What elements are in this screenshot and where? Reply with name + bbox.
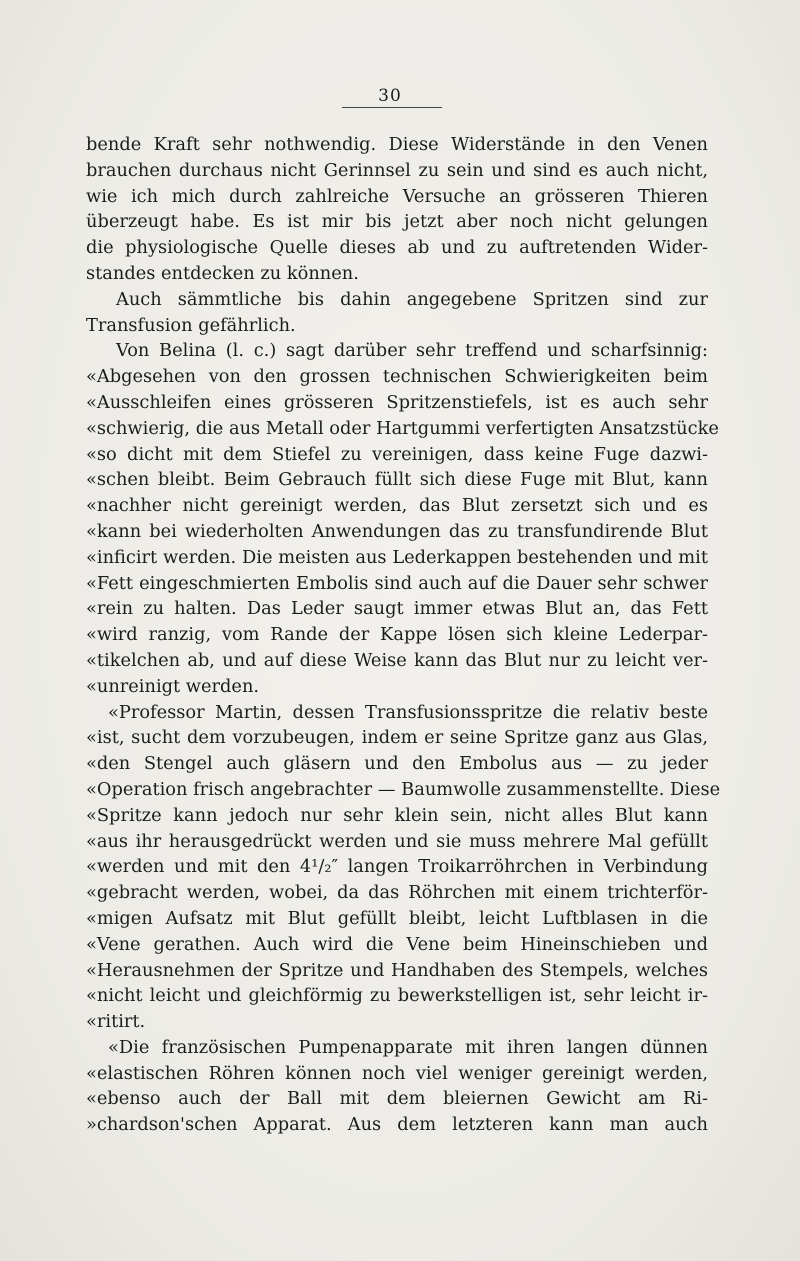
text-line: «Operation frisch angebrachter — Baumwolle zusammenstellte. Diese: [86, 778, 721, 800]
text-line: Transfusion gefährlich.: [86, 314, 296, 336]
text-line: «rein zu halten. Das Leder saugt immer etwas Blut an, das Fett: [86, 598, 708, 620]
text-line: «Spritze kann jedoch nur sehr klein sein, nicht alles Blut kann: [86, 804, 708, 826]
text-line: «nachher nicht gereinigt werden, das Blut zersetzt sich und es: [86, 495, 708, 517]
text-line: standes entdecken zu können.: [86, 262, 359, 284]
text-line: überzeugt habe. Es ist mir bis jetzt aber noch nicht gelungen: [86, 211, 708, 233]
text-line: «Abgesehen von den grossen technischen Schwierigkeiten beim: [86, 366, 708, 388]
text-line: «Fett eingeschmierten Embolis sind auch auf die Dauer sehr schwer: [86, 572, 708, 594]
text-line: «aus ihr herausgedrückt werden und sie muss mehrere Mal gefüllt: [86, 830, 708, 852]
body-text: [86, 132, 721, 1138]
text-line: «inficirt werden. Die meisten aus Lederkappen bestehenden und mit: [86, 546, 708, 568]
text-line: «unreinigt werden.: [86, 675, 260, 697]
text-line: die physiologische Quelle dieses ab und zu auftretenden Wider-: [86, 237, 708, 259]
text-line: «schwierig, die aus Metall oder Hartgummi verfertigten Ansatzstücke: [86, 417, 719, 439]
text-line: «Herausnehmen der Spritze und Handhaben des Stempels, welches: [86, 959, 708, 981]
text-line: «migen Aufsatz mit Blut gefüllt bleibt, leicht Luftblasen in die: [86, 907, 708, 929]
text-line: «wird ranzig, vom Rande der Kappe lösen sich kleine Lederpar-: [86, 624, 708, 646]
text-line: «ritirt.: [86, 1011, 146, 1033]
text-line: «tikelchen ab, und auf diese Weise kann das Blut nur zu leicht ver-: [86, 649, 708, 671]
text-line: «gebracht werden, wobei, da das Röhrchen mit einem trichterför-: [86, 882, 708, 904]
text-line: wie ich mich durch zahlreiche Versuche an grösseren Thieren: [86, 185, 708, 207]
text-line: «Ausschleifen eines grösseren Spritzenstiefels, ist es auch sehr: [86, 391, 708, 413]
text-line: «Die französischen Pumpenapparate mit ihren langen dünnen: [108, 1036, 708, 1058]
text-line: «Professor Martin, dessen Transfusionsspritze die relativ beste: [108, 701, 708, 723]
text-line: brauchen durchaus nicht Gerinnsel zu sein und sind es auch nicht,: [86, 159, 708, 181]
text-line: «so dicht mit dem Stiefel zu vereinigen, dass keine Fuge dazwi-: [86, 443, 708, 465]
text-line: Von Belina (l. c.) sagt darüber sehr treffend und scharfsinnig:: [116, 340, 708, 362]
text-line: «werden und mit den 4¹/₂″ langen Troikarröhrchen in Verbindung: [86, 856, 708, 878]
text-line: «ist, sucht dem vorzubeugen, indem er seine Spritze ganz aus Glas,: [86, 727, 708, 749]
text-line: «Vene gerathen. Auch wird die Vene beim Hineinschieben und: [86, 933, 708, 955]
page-number-rule: [342, 107, 442, 108]
page-number: 30: [378, 86, 402, 106]
text-line: »chardson'schen Apparat. Aus dem letzteren kann man auch: [86, 1114, 708, 1136]
text-line: «nicht leicht und gleichförmig zu bewerkstelligen ist, sehr leicht ir-: [86, 985, 708, 1007]
text-line: bende Kraft sehr nothwendig. Diese Widerstände in den Venen: [86, 134, 708, 155]
text-line: «den Stengel auch gläsern und den Embolus aus — zu jeder: [86, 753, 708, 775]
text-line: «schen bleibt. Beim Gebrauch füllt sich diese Fuge mit Blut, kann: [86, 469, 708, 491]
text-line: «kann bei wiederholten Anwendungen das zu transfundirende Blut: [86, 520, 708, 542]
text-line: «ebenso auch der Ball mit dem bleiernen Gewicht am Ri-: [86, 1088, 708, 1110]
text-line: «elastischen Röhren können noch viel weniger gereinigt werden,: [86, 1062, 708, 1084]
text-line: Auch sämmtliche bis dahin angegebene Spritzen sind zur: [116, 288, 708, 310]
